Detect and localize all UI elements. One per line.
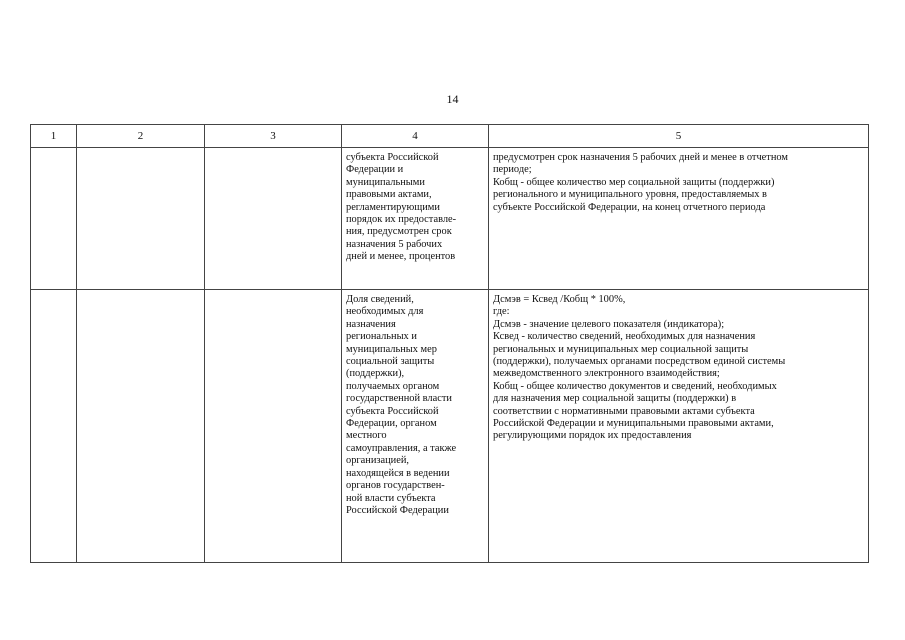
cell-col-2 [77,148,205,290]
page-number: 14 [446,92,459,106]
table-header-row [31,125,869,148]
cell-calculation-method: Дсмэв = Ксвед /Кобщ * 100%, где: Дсмэв - значение целевого показателя (индикатора); Ксвед - количество сведений, необходимых для назначения региональных и муниципальных мер социальной защиты (поддержки), получаемых органами посредством единой системы межведомственного электронного взаимодействия; Кобщ - общее количество документов и сведений, необходимых для назначения мер социальной защиты (поддержки) в соответствии с нормативными правовыми актами субъекта Российской Федерации и муниципальными правовыми актами, регулирующими порядок их предоставления [489,290,869,563]
header-col-1: 1 [31,125,77,148]
cell-col-1 [31,290,77,563]
cell-col-2 [77,290,205,563]
cell-col-3 [205,148,342,290]
cell-col-3 [205,290,342,563]
table-row [31,290,869,563]
header-col-4: 4 [342,125,489,148]
cell-indicator-name: Доля сведений, необходимых для назначения региональных и муниципальных мер социальной защиты (поддержки), получаемых органом государственной власти субъекта Российской Федерации, органом местного самоуправления, а также организацией, находящейся в ведении органов государствен- ной власти субъекта Российской Федерации [342,290,489,563]
header-col-5: 5 [489,125,869,148]
header-col-3: 3 [205,125,342,148]
cell-calculation-method: предусмотрен срок назначения 5 рабочих дней и менее в отчетном периоде; Кобщ - общее количество мер социальной защиты (поддержки) регионального и муниципального уровня, предоставляемых в субъекте Российской Федерации, на конец отчетного периода [489,148,869,290]
document-table [30,124,869,563]
header-col-2: 2 [77,125,205,148]
table-row [31,148,869,290]
cell-indicator-name: субъекта Российской Федерации и муниципальными правовыми актами, регламентирующими порядок их предоставле- ния, предусмотрен срок назначения 5 рабочих дней и менее, процентов [342,148,489,290]
cell-col-1 [31,148,77,290]
